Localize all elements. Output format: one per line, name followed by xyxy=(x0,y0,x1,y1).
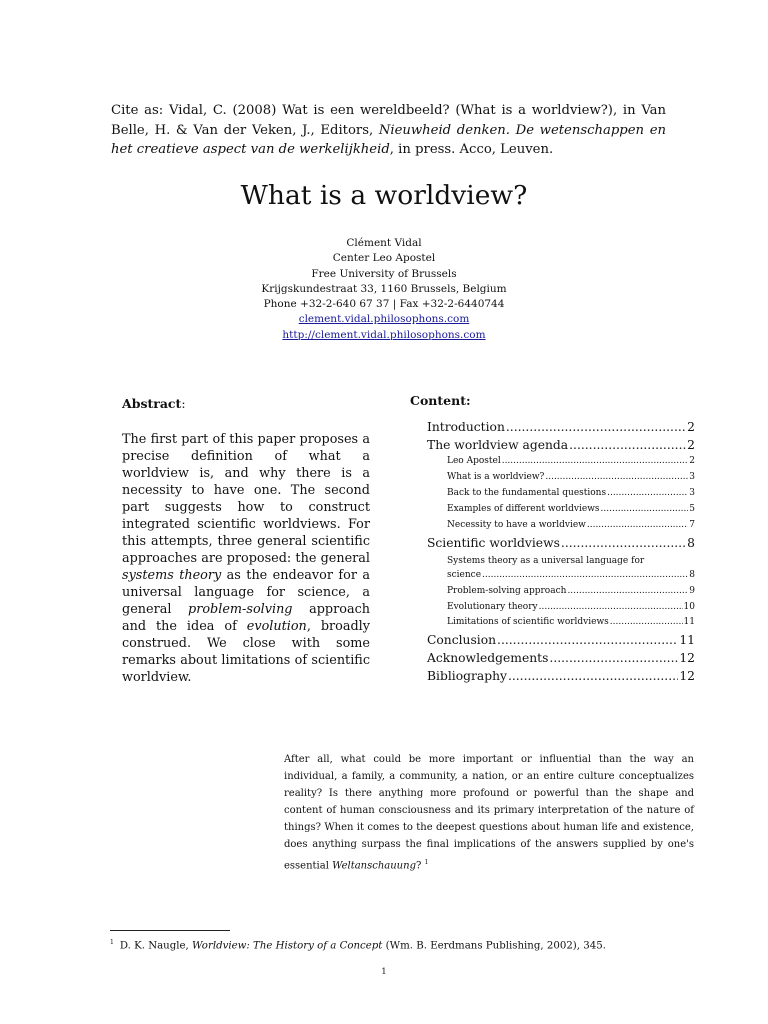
abstract-em-problem-solving: problem-solving xyxy=(188,602,293,617)
toc-item-label: Bibliography xyxy=(427,669,507,684)
toc-item-page: 8 xyxy=(687,535,695,550)
toc-item-page: 5 xyxy=(689,503,695,514)
toc-item-label: Leo Apostel xyxy=(447,456,501,467)
author-university: Free University of Brussels xyxy=(311,267,457,280)
author-website-link[interactable]: http://clement.vidal.philosophons.com xyxy=(282,328,486,341)
abstract-heading-colon: : xyxy=(181,396,186,411)
toc-item-page: 11 xyxy=(679,633,695,648)
toc-item-leo-apostel[interactable] xyxy=(427,454,695,470)
toc-item-page: 2 xyxy=(687,420,695,434)
quote-text: After all, what could be more important or influential than the way an individual, a family, a community, a nation, or an entire culture conceptualizes reality? Is there anything more profound or powerful than the shape and content of human consciousness and its primary interpretation of the nature of things? When it comes to the deepest questions about human life and existence, does anything surpass the final implications of the answers supplied by one's essential xyxy=(284,754,694,871)
toc-item-label: Examples of different worldviews xyxy=(447,503,600,514)
toc-item-label: science xyxy=(447,569,482,580)
toc-leader xyxy=(508,667,678,685)
toc-item-introduction[interactable] xyxy=(427,418,695,436)
footnote-pre: D. K. Naugle, xyxy=(119,940,193,952)
toc-leader xyxy=(561,534,686,552)
page-number: 1 xyxy=(381,967,387,977)
toc-item-label: Necessity to have a worldview xyxy=(447,519,586,530)
toc-leader xyxy=(610,615,683,631)
toc-item-label: Conclusion xyxy=(427,633,497,648)
abstract-em-systems-theory: systems theory xyxy=(122,568,222,583)
footnote-divider xyxy=(110,930,230,931)
epigraph-quote xyxy=(284,751,694,874)
toc-item-conclusion[interactable] xyxy=(427,631,695,649)
toc-leader xyxy=(545,470,688,486)
toc-item-label: Acknowledgements xyxy=(427,651,549,666)
footnote-title: Worldview: The History of a Concept xyxy=(192,940,383,952)
toc-leader xyxy=(502,454,689,470)
citation-book-title: Nieuwheid denken. De wetenschappen en het creatieve aspect van de werkelijkheid xyxy=(111,122,666,157)
citation-suffix: , in press. Acco, Leuven. xyxy=(389,142,554,157)
quote-end: ? xyxy=(415,859,422,871)
toc-item-label: Problem-solving approach xyxy=(447,585,567,596)
footnote-marker: 1 xyxy=(110,939,114,946)
toc-item-page: 12 xyxy=(679,669,695,684)
toc-item-systems-theory[interactable] xyxy=(427,568,695,584)
toc-item-worldview-agenda[interactable] xyxy=(427,436,695,454)
toc-item-what-is-worldview[interactable] xyxy=(427,470,695,486)
author-email-link[interactable]: clement.vidal.philosophons.com xyxy=(298,313,470,326)
toc-item-page: 2 xyxy=(687,438,695,453)
quote-term: Weltanschauung xyxy=(332,859,416,871)
toc-item-page: 9 xyxy=(689,585,695,596)
toc-item-label: Back to the fundamental questions xyxy=(447,487,607,498)
toc-item-label: Limitations of scientific worldviews xyxy=(447,617,609,628)
toc-item-systems-theory-line1[interactable]: Systems theory as a universal language for xyxy=(447,555,645,566)
footnote xyxy=(110,936,606,953)
abstract-body xyxy=(122,431,370,686)
toc-leader xyxy=(539,600,683,616)
toc-leader xyxy=(607,486,688,502)
toc-item-page: 3 xyxy=(689,487,695,498)
page-title: What is a worldview? xyxy=(240,180,528,211)
toc-item-evolutionary-theory[interactable] xyxy=(427,600,695,616)
toc-leader xyxy=(549,649,678,667)
toc-item-page: 8 xyxy=(689,569,695,580)
toc-item-limitations[interactable] xyxy=(427,615,695,631)
toc-item-page: 12 xyxy=(679,651,695,666)
toc-item-scientific-worldviews[interactable] xyxy=(427,534,695,552)
toc-item-label: What is a worldview? xyxy=(447,472,545,483)
author-name: Clément Vidal xyxy=(346,237,422,249)
toc-item-problem-solving[interactable] xyxy=(427,584,695,600)
toc-leader xyxy=(587,518,688,534)
abstract-em-evolution: evolution xyxy=(246,619,307,634)
citation xyxy=(111,101,666,160)
toc-leader xyxy=(567,584,688,600)
toc-item-acknowledgements[interactable] xyxy=(427,649,695,667)
toc-item-necessity-worldview[interactable] xyxy=(427,518,695,534)
toc-leader xyxy=(569,436,686,454)
author-affiliation: Center Leo Apostel xyxy=(332,252,436,265)
abstract-text-2: as the endeavor for a universal language for science, a general xyxy=(122,568,370,617)
toc-item-examples-worldviews[interactable] xyxy=(427,502,695,518)
toc-leader xyxy=(497,631,678,649)
footnote-post: (Wm. B. Eerdmans Publishing, 2002), 345. xyxy=(382,940,606,952)
toc-item-label: Introduction xyxy=(427,420,505,434)
toc-item-label: Scientific worldviews xyxy=(427,535,560,550)
toc-item-page: 10 xyxy=(683,601,695,612)
toc-item-bibliography[interactable] xyxy=(427,667,695,685)
author-block xyxy=(0,236,768,343)
abstract-text-3: approach and the idea of xyxy=(122,602,370,634)
toc-item-page: 3 xyxy=(689,472,695,483)
footnote-ref[interactable]: 1 xyxy=(424,858,429,866)
toc-leader xyxy=(506,418,686,436)
toc-heading: Content: xyxy=(410,393,471,408)
toc-item-page: 7 xyxy=(689,519,695,530)
toc-leader xyxy=(482,568,688,584)
abstract-text-4: , broadly construed. We close with some remarks about limitations of scientific worldview. xyxy=(122,619,370,685)
abstract-heading-text: Abstract xyxy=(122,396,182,411)
toc-item-fundamental-questions[interactable] xyxy=(427,486,695,502)
toc-item-label: The worldview agenda xyxy=(427,438,569,453)
toc-leader xyxy=(601,502,689,518)
toc-item-page: 2 xyxy=(689,456,695,467)
citation-prefix: Cite as: Vidal, C. (2008) Wat is een wereldbeeld? (What is a worldview?), in Van Belle, H. & Van der Veken, J., Editors, xyxy=(111,103,666,138)
toc-item-label: Evolutionary theory xyxy=(447,601,538,612)
abstract-heading xyxy=(122,396,186,411)
toc-item-page: 11 xyxy=(683,617,695,628)
table-of-contents xyxy=(427,418,695,686)
author-address: Krijgskundestraat 33, 1160 Brussels, Belgium xyxy=(261,282,507,295)
author-contact: Phone +32-2-640 67 37 | Fax +32-2-6440744 xyxy=(263,298,505,311)
abstract-text-1: The first part of this paper proposes a precise definition of what a worldview is, and why there is a necessity to have one. The second part suggests how to construct integrated scientific worldviews. For this attempts, three general scientific approaches are proposed: the general xyxy=(122,432,370,566)
